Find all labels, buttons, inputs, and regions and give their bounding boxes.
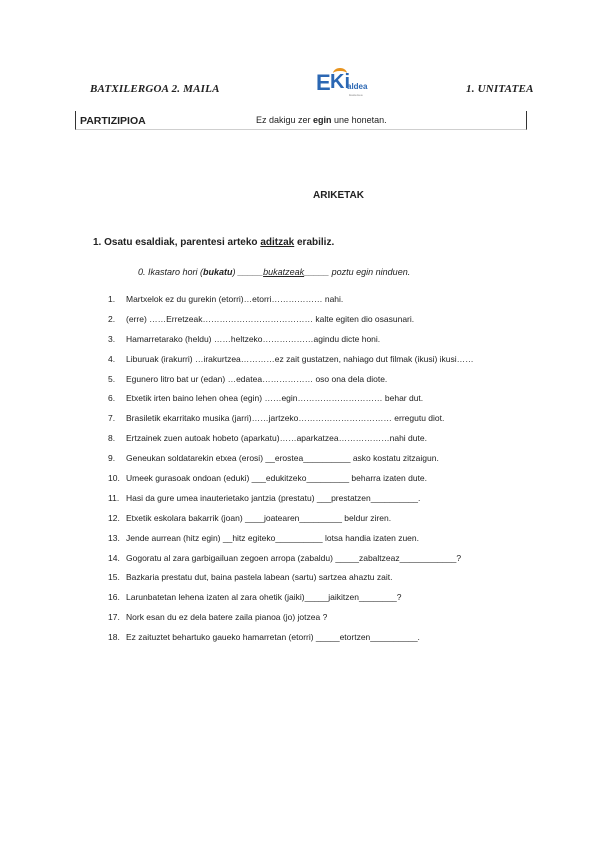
item-number: 2. (108, 313, 116, 324)
section-title: ARIKETAK (313, 190, 364, 201)
logo-aldea: aldea (347, 82, 368, 91)
exercise-item (108, 412, 474, 432)
exercise-item (108, 552, 474, 572)
item-text: Geneukan soldatarekin etxea (erosi) __erostea__________ asko kostatu zitzaigun. (126, 453, 439, 464)
item-text: Egunero litro bat ur (edan) …edatea……………… oso ona dela diote. (126, 373, 388, 384)
example-mid: ) _____ (232, 267, 264, 277)
logo-sub: ikastetxea (349, 93, 363, 97)
item-number: 14. (108, 552, 120, 563)
item-text: Nork esan du ez dela batere zaila pianoa (jo) jotzea ? (126, 612, 328, 623)
exercise-list (108, 293, 474, 651)
item-number: 9. (108, 453, 116, 464)
exercise-item (108, 432, 474, 452)
item-text: Etxetik irten baino lehen ohea (egin) ……egin………………………… behar dut. (126, 393, 424, 404)
item-number: 3. (108, 333, 116, 344)
item-number: 6. (108, 393, 116, 404)
item-text: Ez zaituztet behartuko gaueko hamarretan (etorri) _____etortzen__________. (126, 632, 420, 643)
item-number: 8. (108, 433, 116, 444)
item-number: 18. (108, 632, 120, 643)
item-text: Bazkaria prestatu dut, baina pastela labean (sartu) sartzea ahaztu zait. (126, 572, 393, 583)
exercise-item (108, 293, 474, 313)
logo-ki: Ki (330, 71, 350, 93)
note-bold: egin (313, 115, 332, 125)
exercise-item (108, 631, 474, 651)
exercise-item (108, 313, 474, 333)
item-number: 5. (108, 373, 116, 384)
example-sentence (138, 267, 410, 277)
item-number: 7. (108, 413, 116, 424)
example-answer: bukatzeak (263, 267, 305, 277)
exercise-item (108, 452, 474, 472)
item-text: Martxelok ez du gurekin (etorri)…etorri……………… nahi. (126, 294, 344, 304)
item-number: 4. (108, 353, 116, 364)
item-number: 10. (108, 473, 120, 484)
item-text: Umeek gurasoak ondoan (eduki) ___edukitzeko_________ beharra izaten dute. (126, 473, 428, 484)
exercise-item (108, 392, 474, 412)
item-number: 11. (108, 492, 120, 503)
exercise-item (108, 353, 474, 373)
item-number: 1. (108, 294, 116, 304)
task-prefix: 1. Osatu esaldiak, parentesi arteko (93, 237, 261, 248)
item-text: Larunbatetan lehena izaten al zara ohetik (jaiki)_____jaikitzen________? (126, 592, 402, 603)
item-number: 13. (108, 532, 120, 543)
exercise-item (108, 571, 474, 591)
item-number: 17. (108, 612, 120, 623)
item-text: Liburuak (irakurri) …irakurtzea…………ez zait gustatzen, nahiago dut filmak (ikusi) ikusi…… (126, 353, 474, 364)
exercise-item (108, 472, 474, 492)
item-text: Gogoratu al zara garbigailuan zegoen arropa (zabaldu) _____zabaltzeaz____________? (126, 552, 462, 563)
item-text: Jende aurrean (hitz egin) __hitz egiteko__________ lotsa handia izaten zuen. (126, 532, 419, 543)
item-text: Hasi da gure umea inauterietako jantzia (prestatu) ___prestatzen__________. (126, 492, 421, 503)
exercise-item (108, 591, 474, 611)
example-verb: bukatu (203, 267, 233, 277)
school-logo (316, 70, 378, 102)
exercise-item (108, 532, 474, 552)
task-suffix: erabiliz. (294, 237, 335, 248)
header-left: BATXILERGOA 2. MAILA (90, 83, 220, 95)
exercise-item (108, 492, 474, 512)
item-text: Etxetik eskolara bakarrik (joan) ____joatearen_________ beldur ziren. (126, 512, 392, 523)
exercise-item (108, 512, 474, 532)
item-text: Hamarretarako (heldu) ……heltzeko………………agindu dicte honi. (126, 333, 381, 344)
topic-title: PARTIZIPIOA (80, 115, 146, 127)
exercise-item (108, 611, 474, 631)
logo-e: E (316, 70, 331, 95)
exercise-item (108, 333, 474, 353)
note-after: une honetan. (331, 115, 387, 125)
task-underlined: aditzak (260, 237, 295, 248)
note-before: Ez dakigu zer (256, 115, 314, 125)
item-text: Brasiletik ekarritako musika (jarri)……jartzeko…………………………… erregutu diot. (126, 413, 445, 424)
header-right: 1. UNITATEA (466, 83, 534, 95)
example-before: 0. Ikastaro hori ( (138, 267, 204, 277)
item-text: Ertzainek zuen autoak hobeto (aparkatu)……aparkatzea………………nahi dute. (126, 433, 427, 444)
item-text: (erre) ……Erretzeak………………………………… kalte egiten dio osasunari. (126, 313, 415, 324)
item-number: 16. (108, 592, 120, 603)
exercise-item (108, 373, 474, 393)
example-after: _____ poztu egin ninduen. (304, 267, 411, 277)
item-number: 15. (108, 572, 120, 583)
topic-note (256, 115, 387, 125)
task-instruction (93, 237, 334, 248)
item-number: 12. (108, 512, 120, 523)
